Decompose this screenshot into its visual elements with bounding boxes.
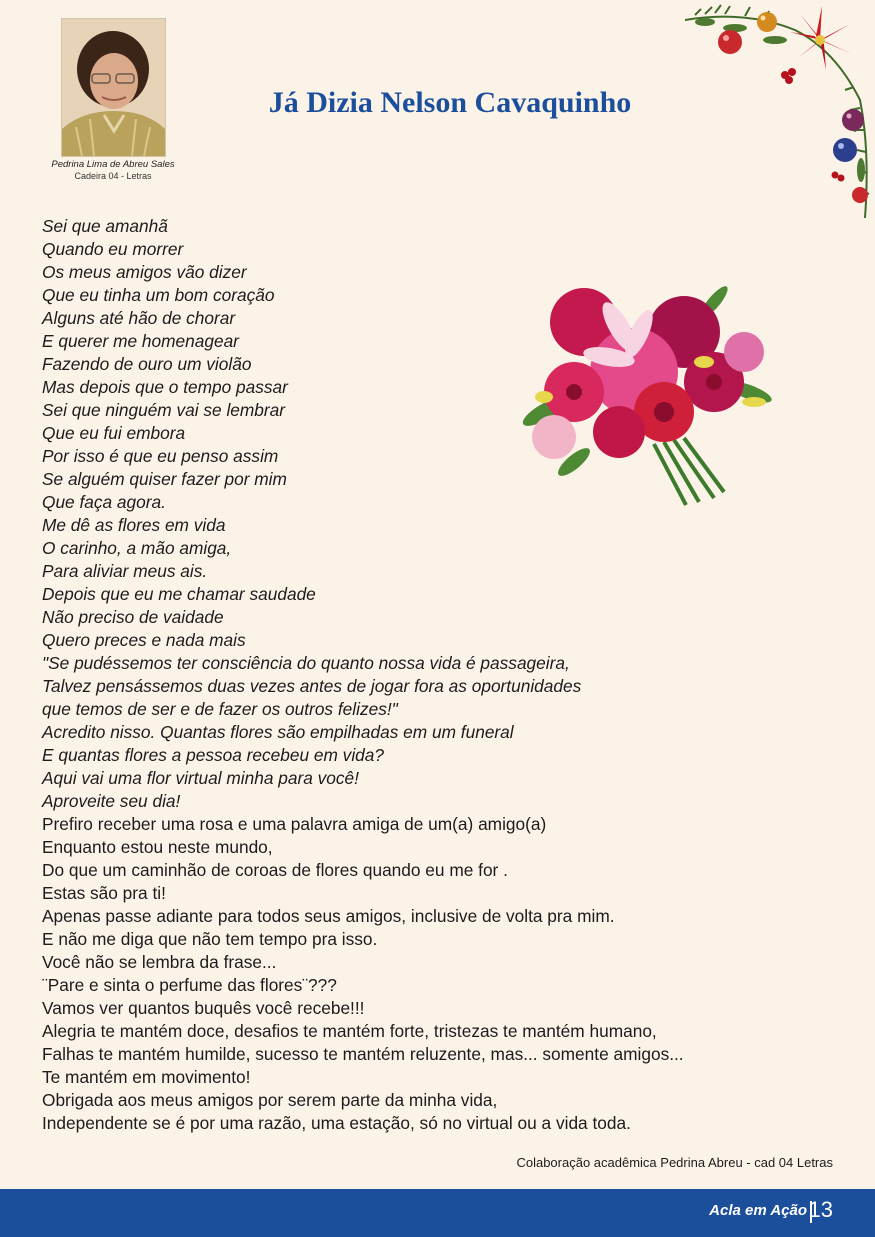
poem-line: Do que um caminhão de coroas de flores quando eu me for . — [42, 860, 508, 880]
poem-body — [42, 215, 684, 1135]
poem-line: Por isso é que eu penso assim — [42, 446, 279, 466]
footer-bar — [0, 1189, 875, 1237]
author-seat: Cadeira 04 - Letras — [74, 171, 152, 181]
poem-line: ¨Pare e sinta o perfume das flores¨??? — [42, 975, 337, 995]
poem-line: Apenas passe adiante para todos seus amigos, inclusive de volta pra mim. — [42, 906, 615, 926]
poem-line: Você não se lembra da frase... — [42, 952, 277, 972]
poem-line: Fazendo de ouro um violão — [42, 354, 252, 374]
poem-line: Falhas te mantém humilde, sucesso te mantém reluzente, mas... somente amigos... — [42, 1044, 684, 1064]
poem-line: Alegria te mantém doce, desafios te mantém forte, tristezas te mantém humano, — [42, 1021, 657, 1041]
poem-line: Os meus amigos vão dizer — [42, 262, 247, 282]
poem-line: Que faça agora. — [42, 492, 166, 512]
poem-line: Talvez pensássemos duas vezes antes de jogar fora as oportunidades — [42, 676, 582, 696]
poem-line: Sei que ninguém vai se lembrar — [42, 400, 286, 420]
credit-line: Colaboração acadêmica Pedrina Abreu - cad 04 Letras — [516, 1155, 833, 1170]
poem-line: Alguns até hão de chorar — [42, 308, 236, 328]
poem-line: Sei que amanhã — [42, 216, 168, 236]
poem-line: Para aliviar meus ais. — [42, 561, 208, 581]
poem-line: Depois que eu me chamar saudade — [42, 584, 316, 604]
poem-line: Mas depois que o tempo passar — [42, 377, 288, 397]
poem-line: Que eu tinha um bom coração — [42, 285, 275, 305]
author-name: Pedrina Lima de Abreu Sales — [51, 159, 175, 170]
poem-line: Se alguém quiser fazer por mim — [42, 469, 287, 489]
poem-line: E querer me homenagear — [42, 331, 239, 351]
footer-brand: Acla em Ação — [709, 1202, 807, 1219]
poem-line: "Se pudéssemos ter consciência do quanto nossa vida é passageira, — [42, 653, 570, 673]
poem-line: Quero preces e nada mais — [42, 630, 246, 650]
poem-line: Enquanto estou neste mundo, — [42, 837, 273, 857]
portrait-image — [62, 19, 165, 156]
author-portrait — [61, 18, 166, 157]
page-title: Já Dizia Nelson Cavaquinho — [268, 86, 632, 119]
poem-line: Me dê as flores em vida — [42, 515, 226, 535]
poem-line: O carinho, a mão amiga, — [42, 538, 232, 558]
poem-line: Quando eu morrer — [42, 239, 184, 259]
page-number: 13 — [808, 1197, 833, 1222]
poem-line: Aqui vai uma flor virtual minha para você! — [42, 768, 359, 788]
poem-line: Obrigada aos meus amigos por serem parte da minha vida, — [42, 1090, 498, 1110]
poem-line: E não me diga que não tem tempo pra isso. — [42, 929, 378, 949]
poem-line: Prefiro receber uma rosa e uma palavra amiga de um(a) amigo(a) — [42, 814, 547, 834]
poem-line: Independente se é por uma razão, uma estação, só no virtual ou a vida toda. — [42, 1113, 631, 1133]
poem-line: E quantas flores a pessoa recebeu em vida? — [42, 745, 384, 765]
poem-line: Que eu fui embora — [42, 423, 186, 443]
poem-line: Te mantém em movimento! — [42, 1067, 251, 1087]
christmas-corner-decoration — [685, 0, 875, 218]
poem-line: Estas são pra ti! — [42, 883, 166, 903]
poem-line: Aproveite seu dia! — [42, 791, 181, 811]
poem-line: Vamos ver quantos buquês você recebe!!! — [42, 998, 365, 1018]
poem-line: Acredito nisso. Quantas flores são empilhadas em um funeral — [42, 722, 514, 742]
poem-line: que temos de ser e de fazer os outros felizes!" — [42, 699, 398, 719]
poem-line: Não preciso de vaidade — [42, 607, 224, 627]
